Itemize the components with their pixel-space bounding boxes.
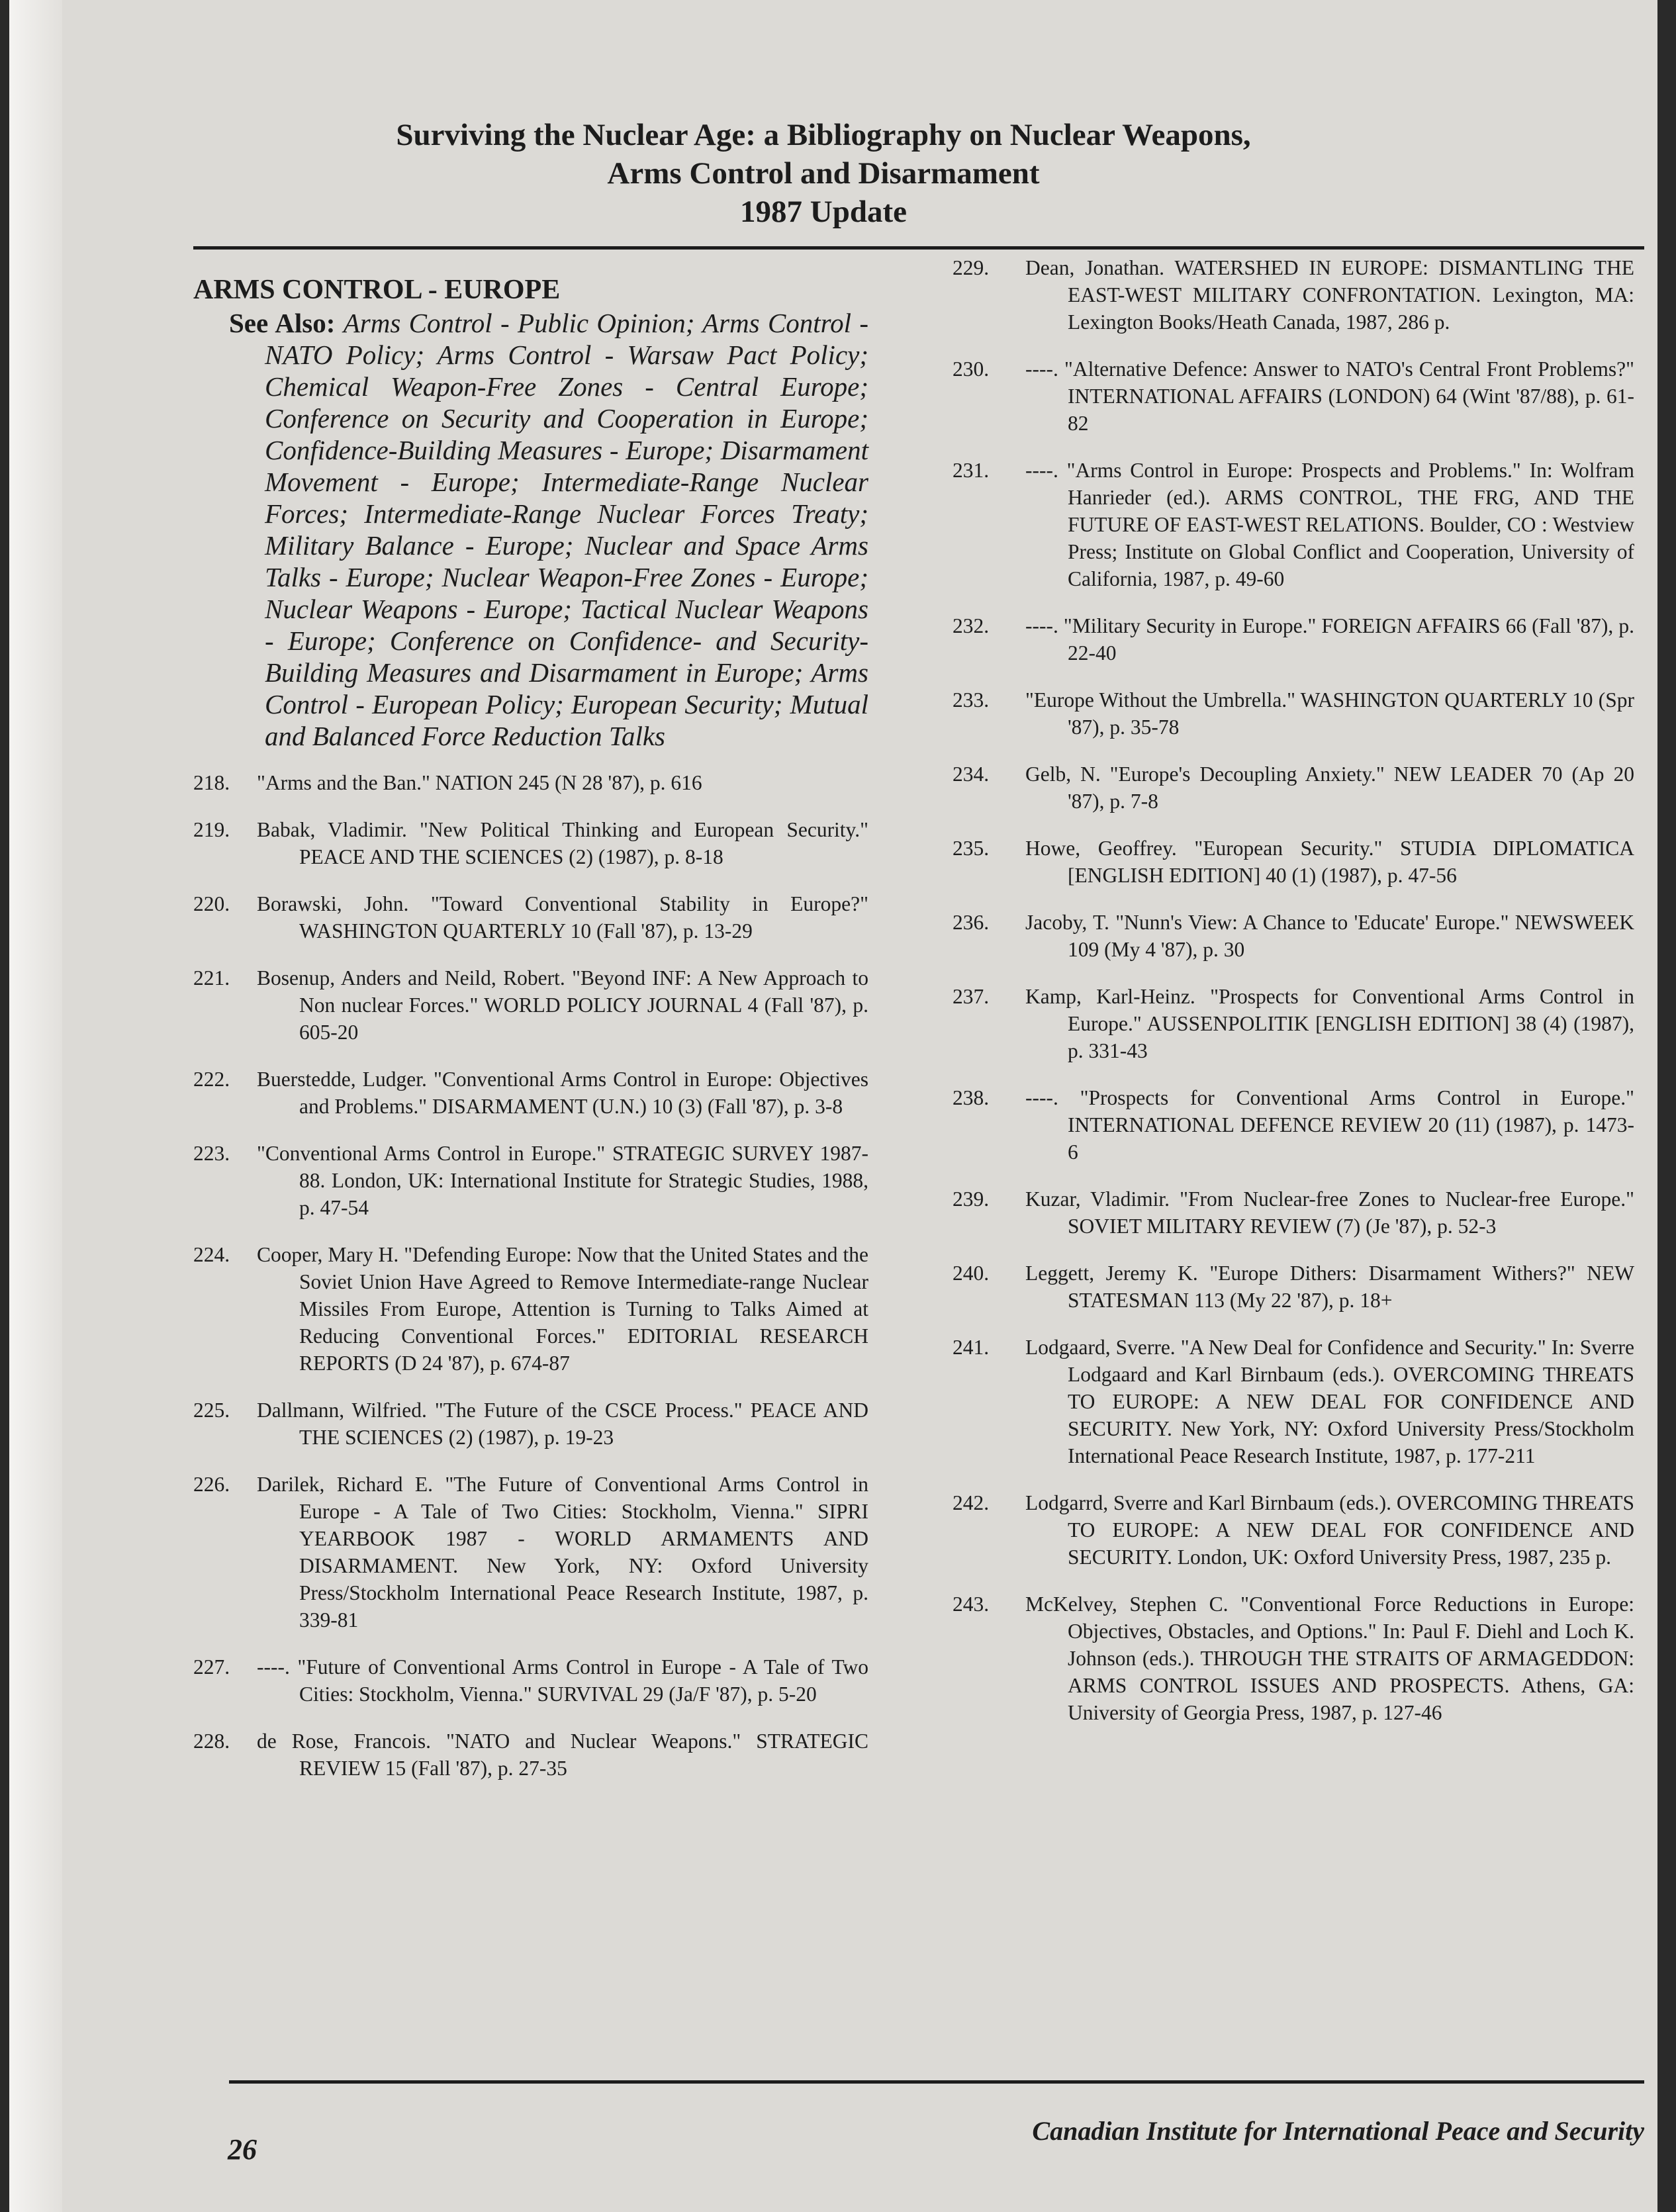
entry-text: de Rose, Francois. "NATO and Nuclear Weapons." STRATEGIC REVIEW 15 (Fall '87), p. 27-35: [257, 1729, 868, 1780]
entry-number: 225.: [193, 1399, 230, 1422]
entry-number: 243.: [953, 1592, 990, 1616]
right-column: [953, 254, 1634, 1746]
entry-number: 242.: [953, 1491, 990, 1514]
entry-number: 224.: [193, 1243, 230, 1266]
entry-text: "Europe Without the Umbrella." WASHINGTON QUARTERLY 10 (Spr '87), p. 35-78: [1025, 688, 1634, 739]
bibliography-entry: [193, 1241, 868, 1377]
title-line-2: Arms Control and Disarmament: [607, 156, 1040, 191]
entry-text: McKelvey, Stephen C. "Conventional Force Reductions in Europe: Objectives, Obstacles, and Options." In: Paul F. Diehl and Loch K. Johnson (eds.). THROUGH THE STRAITS OF ARMAGEDDON: ARMS CONTROL ISSUES AND PROSPECTS. Athens, GA: University of Georgia Press, 1987, p. 127-46: [1025, 1592, 1634, 1724]
entry-text: Bosenup, Anders and Neild, Robert. "Beyond INF: A New Approach to Non nuclear Forces." WORLD POLICY JOURNAL 4 (Fall '87), p. 605-20: [257, 966, 868, 1044]
title-line-1: Surviving the Nuclear Age: a Bibliography on Nuclear Weapons,: [396, 118, 1251, 152]
entry-number: 241.: [953, 1336, 990, 1359]
page-edge: [9, 0, 62, 2212]
bibliography-entry: [953, 1590, 1634, 1726]
bibliography-entry: [193, 1653, 868, 1708]
bibliography-entry: [953, 909, 1634, 963]
bibliography-entry: [193, 1728, 868, 1782]
bibliography-entry: [953, 254, 1634, 336]
entry-number: 223.: [193, 1142, 230, 1165]
bibliography-entry: [193, 1140, 868, 1221]
entry-number: 233.: [953, 688, 990, 712]
entry-number: 240.: [953, 1262, 990, 1285]
entry-number: 230.: [953, 357, 990, 381]
right-entry-list: [953, 254, 1634, 1726]
bibliography-entry: [953, 612, 1634, 667]
entry-text: Borawski, John. "Toward Conventional Stability in Europe?" WASHINGTON QUARTERLY 10 (Fall '87), p. 13-29: [257, 892, 868, 943]
entry-text: Darilek, Richard E. "The Future of Conventional Arms Control in Europe - A Tale of Two Cities: Stockholm, Vienna." SIPRI YEARBOOK 1987 - WORLD ARMAMENTS AND DISARMAMENT. New York, NY: Oxford University Press/Stockholm International Peace Research Institute, 1987, p. 339-81: [257, 1473, 868, 1632]
entry-text: ----. "Arms Control in Europe: Prospects and Problems." In: Wolfram Hanrieder (ed.). ARMS CONTROL, THE FRG, AND THE FUTURE OF EAST-WEST RELATIONS. Boulder, CO : Westview Press; Institute on Global Conflict and Cooperation, University of California, 1987, p. 49-60: [1025, 459, 1634, 590]
left-column: [193, 273, 868, 1802]
entry-text: Gelb, N. "Europe's Decoupling Anxiety." NEW LEADER 70 (Ap 20 '87), p. 7-8: [1025, 762, 1634, 813]
bibliography-entry: [953, 355, 1634, 437]
entry-number: 229.: [953, 256, 990, 279]
entry-text: "Conventional Arms Control in Europe." STRATEGIC SURVEY 1987-88. London, UK: International Institute for Strategic Studies, 1988, p. 47-54: [257, 1142, 868, 1219]
entry-number: 237.: [953, 985, 990, 1008]
entry-number: 235.: [953, 837, 990, 860]
entry-text: Howe, Geoffrey. "European Security." STUDIA DIPLOMATICA [ENGLISH EDITION] 40 (1) (1987), p. 47-56: [1025, 837, 1634, 887]
see-also-block: [193, 307, 868, 752]
entry-text: Kamp, Karl-Heinz. "Prospects for Conventional Arms Control in Europe." AUSSENPOLITIK [ENGLISH EDITION] 38 (4) (1987), p. 331-43: [1025, 985, 1634, 1062]
entry-text: Leggett, Jeremy K. "Europe Dithers: Disarmament Withers?" NEW STATESMAN 113 (My 22 '87), p. 18+: [1025, 1262, 1634, 1312]
entry-text: Lodgarrd, Sverre and Karl Birnbaum (eds.). OVERCOMING THREATS TO EUROPE: A NEW DEAL FOR CONFIDENCE AND SECURITY. London, UK: Oxford University Press, 1987, 235 p.: [1025, 1491, 1634, 1569]
footer-rule: [229, 2080, 1644, 2084]
bibliography-entry: [953, 1334, 1634, 1469]
entry-number: 222.: [193, 1068, 230, 1091]
entry-text: Lodgaard, Sverre. "A New Deal for Confidence and Security." In: Sverre Lodgaard and Karl Birnbaum (eds.). OVERCOMING THREATS TO EUROPE: A NEW DEAL FOR CONFIDENCE AND SECURITY. New York, NY: Oxford University Press/Stockholm International Peace Research Institute, 1987, p. 177-211: [1025, 1336, 1634, 1467]
entry-number: 228.: [193, 1729, 230, 1753]
bibliography-entry: [953, 835, 1634, 889]
title-line-3: 1987 Update: [740, 195, 907, 229]
entry-text: ----. "Future of Conventional Arms Control in Europe - A Tale of Two Cities: Stockholm, Vienna." SURVIVAL 29 (Ja/F '87), p. 5-20: [257, 1655, 868, 1706]
see-also-label: See Also:: [229, 308, 336, 338]
left-entry-list: [193, 769, 868, 1782]
header-rule: [193, 246, 1644, 250]
bibliography-entry: [193, 769, 868, 796]
entry-number: 218.: [193, 771, 230, 794]
bibliography-entry: [193, 1397, 868, 1451]
entry-text: Dean, Jonathan. WATERSHED IN EUROPE: DISMANTLING THE EAST-WEST MILITARY CONFRONTATION. Lexington, MA: Lexington Books/Heath Canada, 1987, 286 p.: [1025, 256, 1634, 334]
bibliography-entry: [953, 1185, 1634, 1240]
entry-text: "Arms and the Ban." NATION 245 (N 28 '87), p. 616: [257, 771, 702, 794]
entry-text: ----. "Military Security in Europe." FOREIGN AFFAIRS 66 (Fall '87), p. 22-40: [1025, 614, 1634, 665]
entry-number: 219.: [193, 818, 230, 841]
entry-text: Dallmann, Wilfried. "The Future of the CSCE Process." PEACE AND THE SCIENCES (2) (1987), p. 19-23: [257, 1399, 868, 1449]
entry-number: 239.: [953, 1187, 990, 1211]
entry-number: 232.: [953, 614, 990, 637]
entry-number: 234.: [953, 762, 990, 786]
bibliography-entry: [953, 686, 1634, 741]
bibliography-entry: [953, 1489, 1634, 1571]
entry-number: 236.: [953, 911, 990, 934]
entry-number: 220.: [193, 892, 230, 915]
entry-text: Cooper, Mary H. "Defending Europe: Now that the United States and the Soviet Union Have Agreed to Remove Intermediate-range Nuclear Missiles From Europe, Attention is Turning to Talks Aimed at Reducing Conventional Forces." EDITORIAL RESEARCH REPORTS (D 24 '87), p. 674-87: [257, 1243, 868, 1375]
page-number: 26: [228, 2133, 257, 2166]
entry-number: 231.: [953, 459, 990, 482]
entry-number: 226.: [193, 1473, 230, 1496]
section-heading: ARMS CONTROL - EUROPE: [193, 275, 561, 305]
entry-text: ----. "Prospects for Conventional Arms Control in Europe." INTERNATIONAL DEFENCE REVIEW 20 (11) (1987), p. 1473-6: [1025, 1086, 1634, 1164]
page-title: [208, 116, 1439, 231]
bibliography-entry: [953, 1260, 1634, 1314]
bibliography-entry: [953, 1084, 1634, 1166]
entry-text: Jacoby, T. "Nunn's View: A Chance to 'Educate' Europe." NEWSWEEK 109 (My 4 '87), p. 30: [1025, 911, 1634, 961]
document-page: [9, 0, 1657, 2212]
entry-text: Babak, Vladimir. "New Political Thinking and European Security." PEACE AND THE SCIENCES (2) (1987), p. 8-18: [257, 818, 868, 868]
bibliography-entry: [953, 983, 1634, 1064]
see-also-terms: Arms Control - Public Opinion; Arms Control - NATO Policy; Arms Control - Warsaw Pact Policy; Chemical Weapon-Free Zones - Central Europe; Conference on Security and Cooperation in Europe; Confidence-Building Measures - Europe; Disarmament Movement - Europe; Intermediate-Range Nuclear Forces; Intermediate-Range Nuclear Forces Treaty; Military Balance - Europe; Nuclear and Space Arms Talks - Europe; Nuclear Weapon-Free Zones - Europe; Nuclear Weapons - Europe; Tactical Nuclear Weapons - Europe; Conference on Confidence- and Security-Building Measures and Disarmament in Europe; Arms Control - European Policy; European Security; Mutual and Balanced Force Reduction Talks: [265, 308, 869, 751]
bibliography-entry: [193, 890, 868, 945]
bibliography-entry: [953, 457, 1634, 592]
entry-number: 227.: [193, 1655, 230, 1679]
entry-text: Kuzar, Vladimir. "From Nuclear-free Zones to Nuclear-free Europe." SOVIET MILITARY REVIEW (7) (Je '87), p. 52-3: [1025, 1187, 1634, 1238]
bibliography-entry: [193, 1471, 868, 1634]
bibliography-entry: [193, 816, 868, 870]
entry-text: ----. "Alternative Defence: Answer to NATO's Central Front Problems?" INTERNATIONAL AFFAIRS (LONDON) 64 (Wint '87/88), p. 61-82: [1025, 357, 1634, 435]
entry-number: 221.: [193, 966, 230, 990]
bibliography-entry: [193, 964, 868, 1046]
entry-number: 238.: [953, 1086, 990, 1109]
bibliography-entry: [953, 760, 1634, 815]
entry-text: Buerstedde, Ludger. "Conventional Arms Control in Europe: Objectives and Problems." DISARMAMENT (U.N.) 10 (3) (Fall '87), p. 3-8: [257, 1068, 868, 1118]
bibliography-entry: [193, 1066, 868, 1120]
footer-institution: Canadian Institute for International Peace and Security: [1032, 2116, 1644, 2146]
